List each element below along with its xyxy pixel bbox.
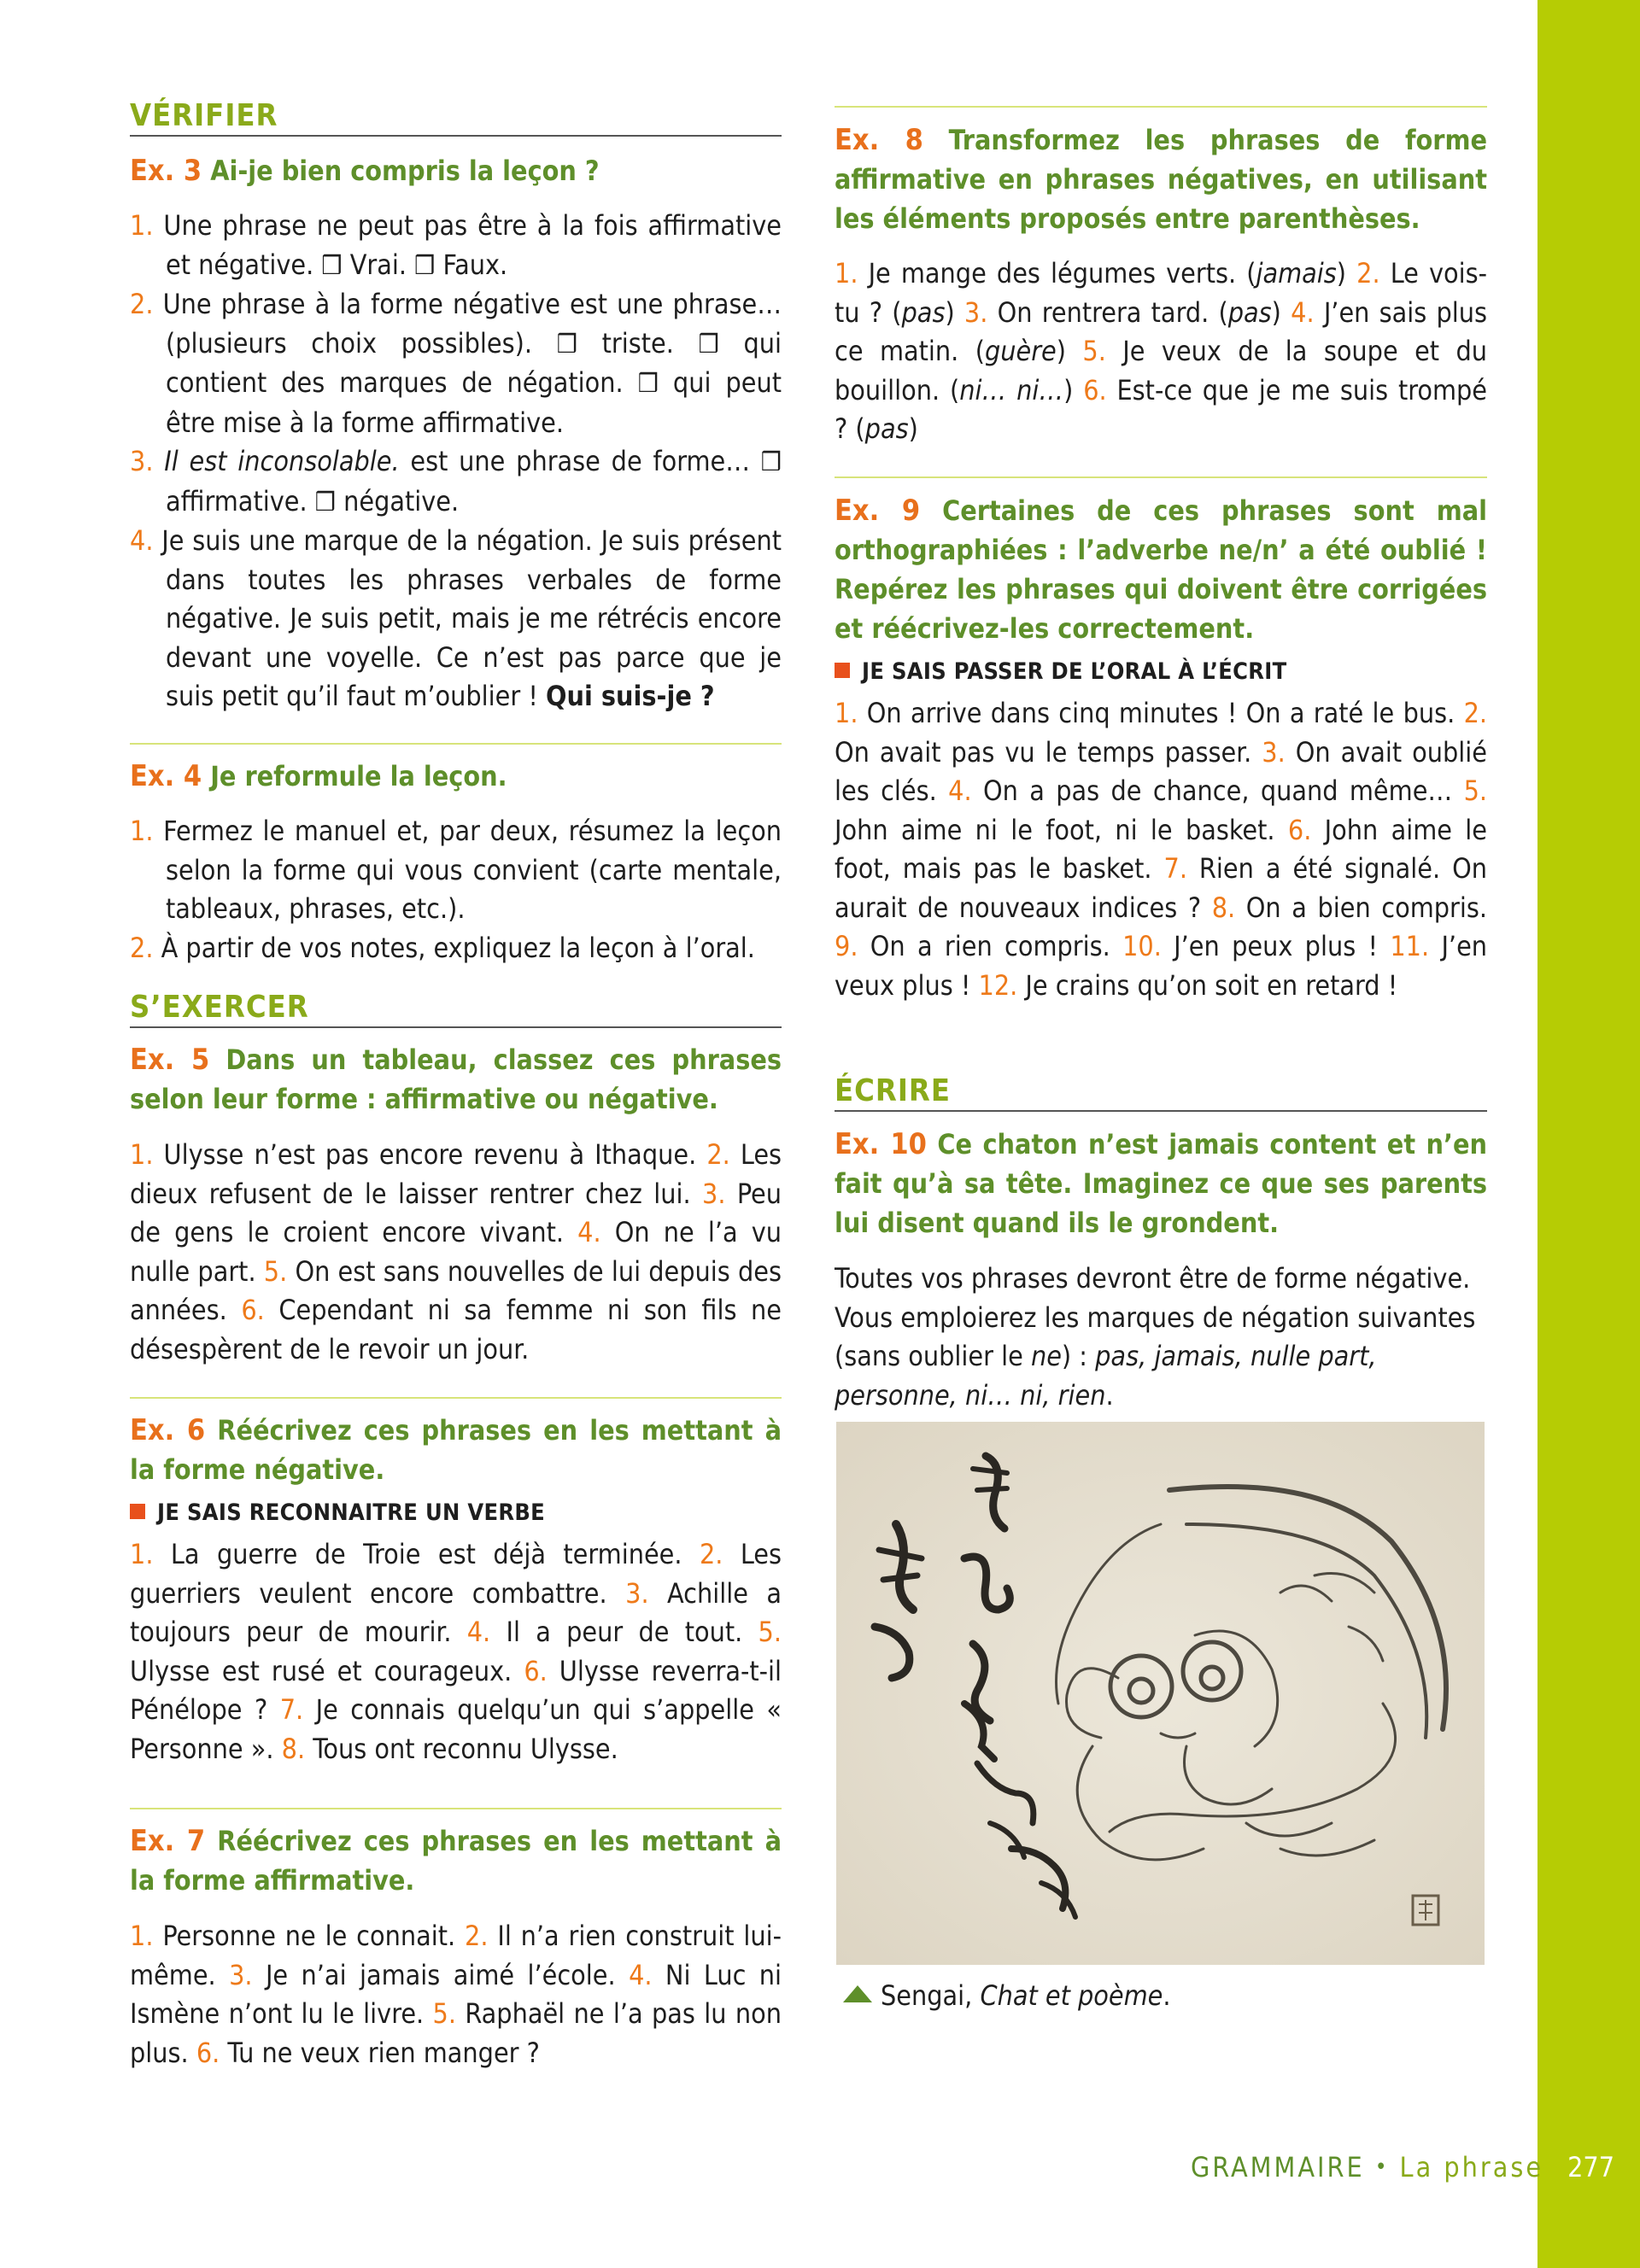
- exercise-text: [130, 1535, 782, 1768]
- sentence-number: 5.: [432, 1997, 456, 2030]
- sentence-number: 10.: [1122, 930, 1162, 962]
- sentence-text: Les dieux refusent de le laisser rentrer chez lui.: [130, 1138, 782, 1210]
- sentence-number: 8.: [1211, 891, 1236, 924]
- exercise-9-heading: [835, 491, 1487, 648]
- text-segment: Fermez le manuel et, par deux, résumez la leçon selon la forme qui vous convient (carte mentale, tableaux, phrases, etc.).: [163, 815, 782, 925]
- exercise-3-heading: [130, 151, 782, 190]
- sentence-number: 2.: [706, 1138, 730, 1171]
- sentence: [964, 296, 1281, 329]
- sentence: [282, 1733, 618, 1765]
- footer-section: GRAMMAIRE: [1190, 2151, 1365, 2183]
- text-segment: Une phrase à la forme négative est une phrase… (plusieurs choix possibles).: [162, 288, 782, 359]
- sentence-number: 1.: [130, 1538, 154, 1570]
- text-segment: qui peut être mise à la forme affirmative.: [166, 366, 782, 439]
- exercise-instruction: Je reformule la leçon.: [210, 760, 507, 792]
- sentence-number: 3.: [964, 295, 988, 329]
- sentence: [1212, 891, 1487, 924]
- sentence: [835, 257, 1346, 289]
- sentence-number: 1.: [130, 1138, 154, 1171]
- exercise-number: Ex. 5: [130, 1043, 210, 1077]
- exercise-instruction: Ce chaton n’est jamais content et n’en fait qu’à sa tête. Imaginez ce que ses parents lui disent quand ils le grondent.: [835, 1128, 1487, 1239]
- sentence: [948, 775, 1452, 807]
- sentence-number: 5.: [263, 1254, 288, 1288]
- checkbox-icon: ❒: [414, 250, 436, 281]
- sentence-number: 4.: [1291, 295, 1315, 329]
- text-segment: Toutes vos phrases devront être de forme négative. Vous emploierez les marques de négation suivantes (sans oublier le: [835, 1262, 1476, 1372]
- sentence-text: On ne l’a vu nulle part.: [130, 1216, 782, 1288]
- sentence-text: On avait pas vu le temps passer.: [835, 735, 1252, 769]
- exercise-instruction: Réécrivez ces phrases en les mettant à la forme affirmative.: [130, 1825, 782, 1897]
- sentence-text: Tous ont reconnu Ulysse.: [313, 1732, 618, 1765]
- separator-line: [130, 1808, 782, 1809]
- sentence-text: Ulysse est rusé et courageux.: [130, 1654, 512, 1687]
- exercise-number: Ex. 7: [130, 1824, 206, 1858]
- text-segment: Qui suis-je ?: [546, 680, 715, 712]
- exercise-text: [835, 694, 1487, 1005]
- exercise-4-heading: [130, 757, 782, 796]
- sentence-text: Ulysse n’est pas encore revenu à Ithaque.: [163, 1138, 697, 1171]
- sentence-text: Achille a toujours peur de mourir.: [130, 1576, 782, 1648]
- text-segment: Le vois-tu ? (: [835, 257, 1488, 329]
- sentence-text: Peu de gens le croient encore vivant.: [130, 1177, 782, 1248]
- question-item: [130, 929, 782, 968]
- sengai-cat-painting: [836, 1422, 1485, 1965]
- exercise-text: [835, 254, 1487, 449]
- checkbox-icon: ❒: [698, 329, 719, 359]
- sentence-number: 1.: [835, 697, 858, 729]
- sentence: [130, 1138, 696, 1171]
- exercise-number: Ex. 3: [130, 154, 202, 188]
- sentence-text: Il a peur de tout.: [506, 1616, 743, 1648]
- sentence-text: John aime le foot, mais pas le basket.: [835, 813, 1488, 885]
- bullet-square-icon: [835, 663, 850, 678]
- sentence-number: 3.: [625, 1576, 649, 1610]
- item-number: 1.: [130, 209, 154, 242]
- section-title-verifier: VÉRIFIER: [130, 101, 782, 137]
- sentence-number: 3.: [229, 1958, 253, 1991]
- figure-caption: [843, 1979, 1171, 2013]
- sentence-number: 6.: [1083, 373, 1107, 406]
- sentence-number: 4.: [466, 1616, 491, 1648]
- sentence-number: 9.: [835, 930, 858, 962]
- item-number: 1.: [130, 815, 154, 847]
- sentence: [130, 1538, 682, 1570]
- caption-end: .: [1163, 1979, 1171, 2012]
- question-item: [130, 812, 782, 929]
- question-item: [130, 522, 782, 716]
- sentence-text: Cependant ni sa femme ni son fils ne désespèrent de le revoir un jour.: [130, 1294, 782, 1365]
- sentence-number: 6.: [524, 1654, 548, 1687]
- exercise-7: [130, 1821, 782, 2072]
- sentence-text: Je n’ai jamais aimé l’école.: [265, 1958, 616, 1991]
- sentence-text: Ni Luc ni Ismène n’ont lu le livre.: [130, 1958, 782, 2030]
- exercise-instruction: Réécrivez ces phrases en les mettant à la forme négative.: [130, 1414, 782, 1486]
- text-segment: pas: [864, 412, 909, 445]
- sentence: [835, 930, 1110, 962]
- sentence-number: 2.: [1463, 697, 1488, 729]
- sentence-text: J’en peux plus !: [1174, 930, 1379, 962]
- checkbox-icon: ❒: [637, 369, 659, 399]
- exercise-number: Ex. 9: [835, 494, 921, 528]
- sentence-number: 1.: [835, 257, 858, 289]
- text-segment: Je suis une marque de la négation. Je suis présent dans toutes les phrases verbales de forme négative. Je suis petit, mais je me rétrécis encore devant une voyelle. Ce n’est pas parce que je suis petit qu’il faut m’oublier !: [161, 524, 782, 712]
- exercise-8: [835, 120, 1487, 449]
- caption-author: Sengai,: [881, 1979, 981, 2012]
- text-segment: ) :: [1061, 1340, 1096, 1372]
- text-segment: est une phrase de forme…: [399, 445, 761, 477]
- sentence-text: Personne ne le connait.: [162, 1920, 456, 1952]
- skill-label: JE SAIS RECONNAITRE UN VERBE: [157, 1499, 546, 1526]
- sentence-number: 7.: [1163, 852, 1187, 885]
- sentence-text: Rien a été signalé. On aurait de nouveaux indices ?: [835, 852, 1488, 924]
- skill-subheading: [835, 657, 1487, 687]
- text-segment: .: [1105, 1378, 1114, 1412]
- sentence-number: 1.: [130, 1920, 154, 1952]
- painting-illustration: [836, 1422, 1485, 1965]
- exercise-8-heading: [835, 120, 1487, 238]
- sentence: [130, 1920, 455, 1952]
- sentence-number: 6.: [1287, 813, 1312, 846]
- sentence: [1122, 930, 1378, 962]
- text-segment: Je mange des légumes verts. (: [868, 257, 1256, 289]
- text-segment: ne: [1030, 1340, 1062, 1372]
- sentence: [196, 2037, 540, 2069]
- text-segment: ): [1063, 373, 1074, 406]
- sentence-number: 4.: [629, 1958, 653, 1991]
- caption-title: Chat et poème: [980, 1979, 1163, 2012]
- checkbox-icon: ❒: [314, 487, 336, 517]
- skill-subheading: [130, 1498, 782, 1529]
- separator-line: [835, 476, 1487, 478]
- sentence-number: 5.: [758, 1616, 782, 1648]
- text-segment: ): [945, 295, 955, 329]
- bullet-square-icon: [130, 1504, 145, 1519]
- sentence-text: John aime ni le foot, ni le basket.: [835, 813, 1275, 846]
- page-number: 277: [1567, 2151, 1614, 2183]
- sentence-number: 11.: [1390, 930, 1430, 962]
- exercise-instruction: Dans un tableau, classez ces phrases selon leur forme : affirmative ou négative.: [130, 1043, 782, 1115]
- page-footer: [1191, 2150, 1614, 2184]
- section-exercer: [130, 992, 782, 1028]
- sentence-text: On est sans nouvelles de lui depuis des années.: [130, 1254, 782, 1326]
- sentence-number: 2.: [1356, 257, 1380, 289]
- sentence-number: 2.: [699, 1538, 723, 1570]
- checkbox-icon: ❒: [556, 329, 577, 359]
- exercise-text: [130, 1917, 782, 2072]
- sentence-text: On a bien compris.: [1245, 891, 1488, 924]
- exercise-instruction: Certaines de ces phrases sont mal orthographiées : l’adverbe ne/n’ a été oublié ! Repérez les phrases qui doivent être corrigées et réécrivez-les correctement.: [835, 494, 1488, 645]
- sentence-text: Je connais quelqu’un qui s’appelle « Personne ».: [130, 1693, 782, 1765]
- sentence-text: Ulysse reverra-t-il Pénélope ?: [130, 1654, 782, 1726]
- sentence-number: 6.: [196, 2036, 220, 2069]
- page-edge-band: [1538, 0, 1640, 2268]
- text-segment: À partir de vos notes, expliquez la leçon à l’oral.: [161, 931, 755, 964]
- text-segment: Vrai.: [342, 248, 415, 281]
- question-item: [130, 442, 782, 522]
- item-number: 2.: [130, 931, 154, 964]
- sentence-number: 2.: [465, 1920, 489, 1952]
- exercise-number: Ex. 8: [835, 123, 923, 157]
- exercise-3: [130, 151, 782, 716]
- question-item: [130, 285, 782, 442]
- exercise-10-heading: [835, 1125, 1487, 1242]
- item-number: 4.: [130, 524, 154, 557]
- sentence-text: On arrive dans cinq minutes ! On a raté le bus.: [866, 697, 1456, 729]
- sentence-number: 3.: [1262, 735, 1286, 769]
- exercise-instruction: Transformez les phrases de forme affirmative en phrases négatives, en utilisant les éléments proposés entre parenthèses.: [835, 124, 1488, 235]
- question-list: [130, 207, 782, 716]
- text-segment: ): [1056, 335, 1066, 367]
- exercise-number: Ex. 10: [835, 1127, 927, 1161]
- item-number: 2.: [130, 288, 154, 320]
- text-segment: On rentrera tard. (: [997, 295, 1228, 329]
- text-segment: pas: [901, 295, 946, 329]
- exercise-text: [835, 1260, 1487, 1415]
- checkbox-icon: ❒: [321, 250, 343, 281]
- text-segment: Faux.: [435, 248, 508, 281]
- sentence-text: On a pas de chance, quand même…: [982, 775, 1453, 807]
- section-ecrire: [835, 1073, 1487, 1112]
- exercise-6-heading: [130, 1411, 782, 1489]
- sentence-text: On avait oublié les clés.: [835, 735, 1488, 807]
- sentence-number: 5.: [1082, 335, 1106, 367]
- sentence: [979, 969, 1398, 1002]
- text-segment: ): [1336, 257, 1347, 289]
- exercise-5: [130, 1040, 782, 1369]
- sentence-number: 5.: [1463, 775, 1488, 807]
- text-segment: pas: [1227, 295, 1272, 329]
- sentence-text: Je crains qu’on soit en retard !: [1025, 968, 1398, 1002]
- caption-triangle-icon: [843, 1985, 872, 2002]
- exercise-5-heading: [130, 1040, 782, 1119]
- sentence: [467, 1616, 743, 1648]
- text-segment: qui contient des marques de négation.: [166, 326, 782, 399]
- text-segment: ): [1271, 295, 1281, 329]
- text-segment: négative.: [335, 484, 460, 517]
- exercise-number: Ex. 4: [130, 759, 202, 793]
- text-segment: Est-ce que je me suis trompé ? (: [835, 373, 1488, 445]
- exercise-9: [835, 491, 1487, 1005]
- sentence-text: Raphaël ne l’a pas lu non plus.: [130, 1997, 782, 2069]
- sentence-text: Les guerriers veulent encore combattre.: [130, 1538, 782, 1610]
- question-list: [130, 812, 782, 967]
- sentence-number: 8.: [281, 1732, 306, 1765]
- sentence-number: 4.: [948, 775, 972, 807]
- exercise-10: [835, 1125, 1487, 1415]
- text-segment: Il est inconsolable.: [164, 445, 400, 477]
- separator-line: [835, 106, 1487, 108]
- skill-label: JE SAIS PASSER DE L’ORAL À L’ÉCRIT: [862, 658, 1287, 685]
- text-segment: pas, jamais, nulle part, personne, ni… ni, rien: [835, 1340, 1377, 1412]
- exercise-number: Ex. 6: [130, 1413, 206, 1447]
- checkbox-icon: ❒: [760, 447, 782, 477]
- sentence-number: 12.: [978, 968, 1018, 1002]
- text-segment: Je veux de la soupe et du bouillon. (: [835, 335, 1488, 406]
- sentence-text: J’en veux plus !: [835, 930, 1488, 1002]
- section-title-ecrire: ÉCRIRE: [835, 1076, 1487, 1112]
- sentence-text: On a rien compris.: [870, 930, 1110, 962]
- text-segment: jamais: [1256, 257, 1337, 289]
- sentence-text: Il n’a rien construit lui-même.: [130, 1920, 782, 1991]
- sentence: [835, 697, 1455, 729]
- section-verifier: [130, 98, 782, 137]
- sentence: [229, 1959, 616, 1991]
- sentence-number: 3.: [702, 1177, 726, 1210]
- exercise-6: [130, 1411, 782, 1768]
- sentence-text: Tu ne veux rien manger ?: [227, 2036, 540, 2069]
- text-segment: Une phrase ne peut pas être à la fois affirmative et négative.: [163, 209, 782, 281]
- separator-line: [130, 1397, 782, 1399]
- section-title-exercer: S’EXERCER: [130, 992, 782, 1028]
- exercise-text: [130, 1136, 782, 1369]
- item-number: 3.: [130, 445, 154, 477]
- text-segment: ): [908, 412, 918, 445]
- sentence-number: 7.: [279, 1693, 304, 1726]
- question-item: [130, 207, 782, 285]
- text-segment: guère: [984, 335, 1057, 367]
- text-segment: J’en sais plus ce matin. (: [835, 295, 1488, 367]
- sentence-number: 4.: [577, 1216, 601, 1248]
- footer-subsection: La phrase: [1399, 2151, 1544, 2183]
- exercise-instruction: Ai-je bien compris la leçon ?: [210, 155, 600, 187]
- sentence-number: 6.: [241, 1294, 265, 1326]
- separator-line: [130, 743, 782, 745]
- text-segment: ni… ni…: [959, 373, 1064, 406]
- sentence-text: La guerre de Troie est déjà terminée.: [170, 1538, 682, 1570]
- text-segment: affirmative.: [166, 484, 315, 517]
- footer-dot: •: [1374, 2154, 1390, 2180]
- sentence: [130, 1294, 782, 1365]
- text-segment: triste.: [577, 326, 699, 359]
- exercise-7-heading: [130, 1821, 782, 1900]
- exercise-4: [130, 757, 782, 967]
